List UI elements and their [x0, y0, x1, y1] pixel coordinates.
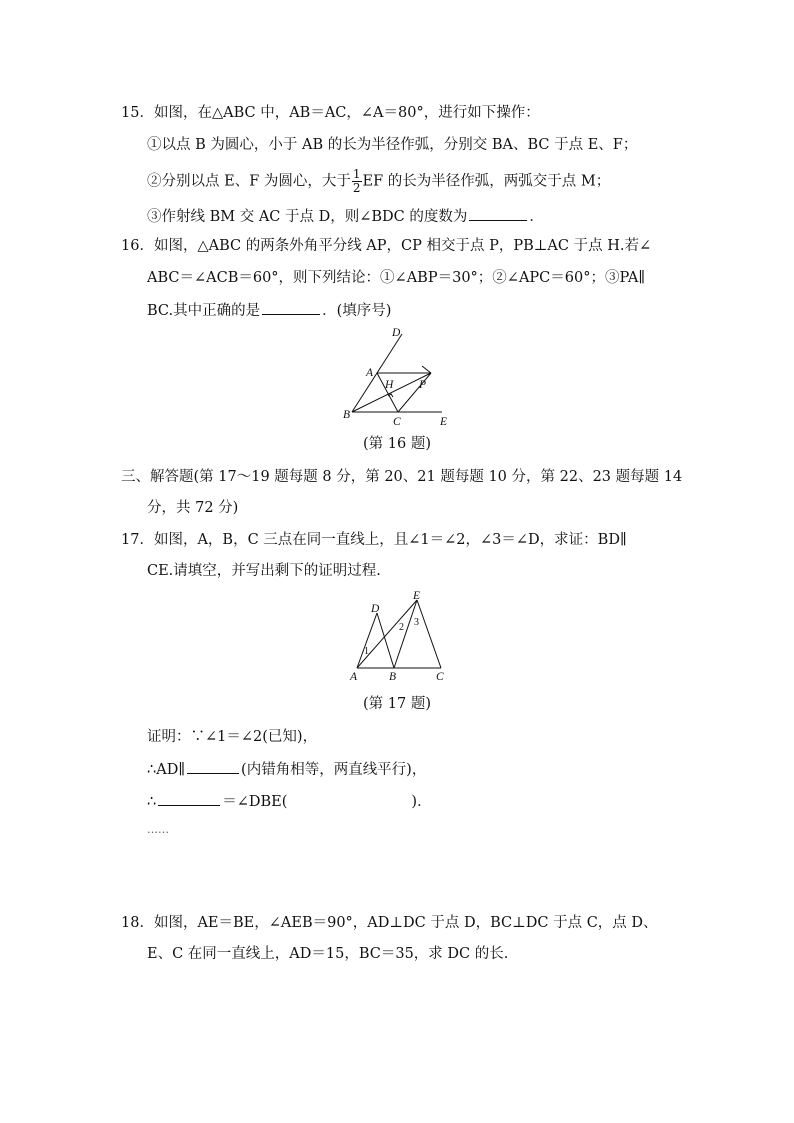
q16-line-1: 16．如图，△ABC 的两条外角平分线 AP，CP 相交于点 P，PB⊥AC 于点 H.若∠: [121, 238, 652, 254]
q17-proof-3b: ＝∠DBE(: [222, 794, 288, 810]
label-b: B: [343, 409, 351, 421]
q17-blank-2[interactable]: [158, 790, 220, 806]
q15-line-4: [147, 205, 544, 227]
q16-caption: (第 16 题): [363, 436, 431, 452]
angle-2-label: 2: [399, 622, 404, 633]
label-d: D: [371, 603, 380, 615]
q15-line-3a: ②分别以点 E、F 为圆心，大于: [147, 173, 351, 190]
q16-line-3a: BC.其中正确的是: [147, 303, 261, 319]
fraction-denominator: 2: [352, 181, 361, 195]
section-3-line-2: 分，共 72 分): [147, 500, 239, 516]
q15-line-2: ①以点 B 为圆心，小于 AB 的长为半径作弧，分别交 BA、BC 于点 E、F；: [147, 137, 638, 153]
label-b: B: [389, 671, 397, 683]
label-a: A: [366, 367, 374, 379]
fraction-numerator: 1: [352, 167, 361, 181]
q15-answer-blank[interactable]: [469, 205, 527, 221]
label-h: H: [385, 379, 394, 391]
q18-line-1: 18．如图，AE＝BE，∠AEB＝90°，AD⊥DC 于点 D，BC⊥DC 于点 C，点 D、: [121, 915, 658, 931]
line-b-e: [394, 600, 417, 668]
q17-blank-1[interactable]: [187, 758, 239, 774]
line-c-p: [398, 373, 431, 412]
q15-line-1: 15．如图，在△ABC 中，AB＝AC，∠A＝80°，进行如下操作：: [121, 105, 540, 121]
label-d: D: [392, 327, 401, 339]
q16-line-2: ABC＝∠ACB＝60°，则下列结论：①∠ABP＝30°；②∠APC＝60°；③PA∥: [147, 270, 646, 286]
q16-answer-blank[interactable]: [262, 299, 320, 315]
q17-caption: (第 17 题): [363, 696, 431, 712]
angle-1-label: 1: [364, 646, 369, 657]
q18-line-2: E、C 在同一直线上，AD＝15，BC＝35，求 DC 的长.: [147, 946, 509, 962]
q17-proof-line-2: [147, 758, 426, 780]
line-e-c: [417, 600, 441, 668]
label-e: E: [440, 416, 448, 428]
angle-3-label: 3: [414, 617, 419, 628]
q15-line-3b: EF 的长为半径作弧，两弧交于点 M；: [362, 173, 611, 190]
line-a-e: [357, 600, 417, 668]
label-c: C: [436, 671, 444, 683]
q17-line-2: CE.请填空，并写出剩下的证明过程.: [147, 563, 381, 579]
q17-proof-2b: (内错角相等，两直线平行)，: [241, 762, 427, 778]
q17-proof-3a: ∴: [147, 794, 157, 810]
line-d-b: [377, 613, 394, 668]
q16-line-3: [147, 299, 391, 321]
label-p: P: [419, 379, 427, 391]
q15-line-3: [147, 168, 610, 195]
q15-line-4b: ．: [529, 209, 544, 225]
q16-line-3b: ．(填序号): [322, 303, 392, 319]
label-e: E: [413, 590, 421, 602]
q17-ellipsis: ……: [147, 823, 169, 836]
q17-line-1: 17．如图，A，B，C 三点在同一直线上，且∠1＝∠2，∠3＝∠D，求证：BD∥: [121, 532, 627, 548]
q16-figure: [330, 320, 460, 432]
q17-proof-line-3: [147, 790, 432, 812]
q15-line-4a: ③作射线 BM 交 AC 于点 D，则∠BDC 的度数为: [147, 209, 468, 225]
q17-proof-line-1: 证明：∵∠1＝∠2(已知)，: [147, 729, 318, 745]
line-p-extension: [422, 366, 431, 373]
q17-proof-2a: ∴AD∥: [147, 762, 186, 778]
section-3-line-1: 三、解答题(第 17～19 题每题 8 分，第 20、21 题每题 10 分，第 22、23 题每题 14: [121, 469, 683, 485]
label-a: A: [350, 671, 358, 683]
one-half-fraction: [352, 168, 362, 195]
label-c: C: [393, 416, 401, 428]
line-a-d: [357, 613, 377, 668]
q17-proof-3c: )．: [411, 794, 432, 810]
q17-figure: [340, 588, 455, 684]
